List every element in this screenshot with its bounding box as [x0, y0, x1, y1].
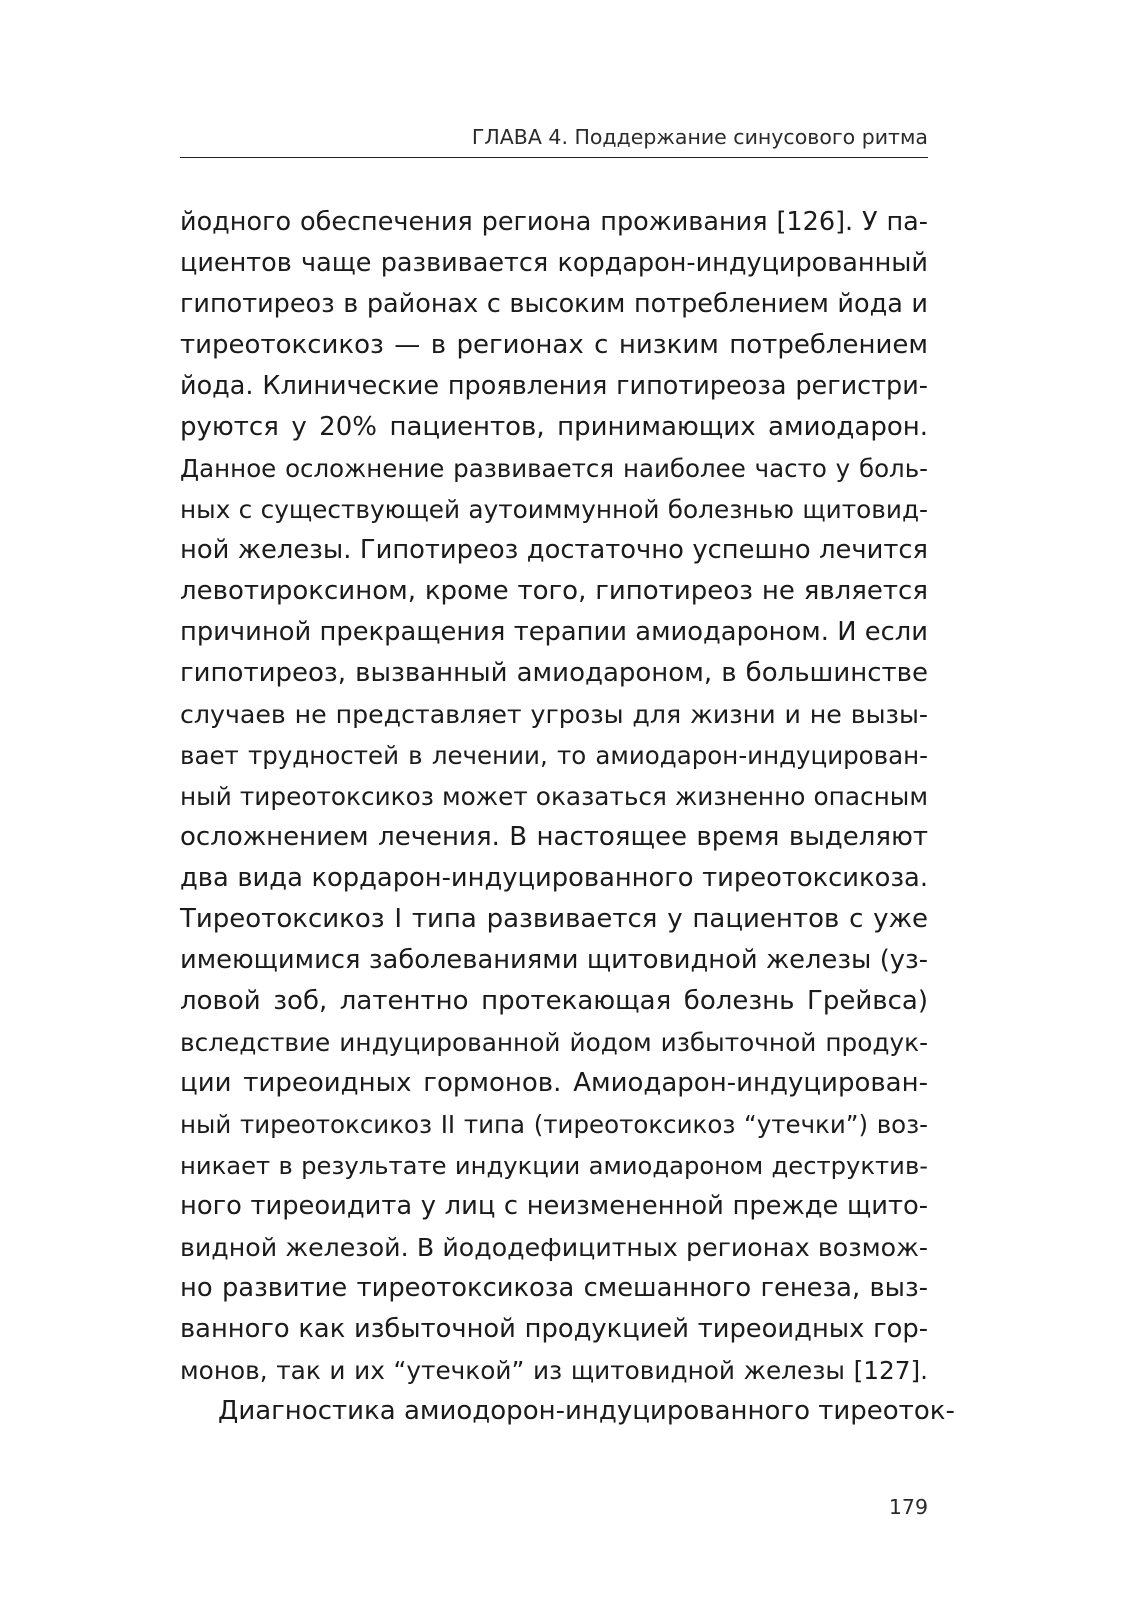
text-line: ный тиреотоксикоз II типа (тиреотоксикоз “утечки”) воз-: [180, 1110, 928, 1139]
text-line: ванного как избыточной продукцией тиреоидных гор-: [180, 1314, 928, 1344]
text-line: вследствие индуцированной йодом избыточной продук-: [180, 1028, 928, 1057]
text-line: руются у 20% пациентов, принимающих амиодарон.: [180, 412, 928, 442]
header-rule: [180, 157, 928, 158]
text-line: ной железы. Гипотиреоз достаточно успешно лечится: [180, 535, 928, 565]
text-line: два вида кордарон-индуцированного тиреотоксикоза.: [180, 863, 928, 893]
text-line: йода. Клинические проявления гипотиреоза регистри-: [180, 371, 928, 401]
text-line-paragraph-start: Диагностика амиодорон-индуцированного тиреоток-: [218, 1396, 955, 1426]
text-line: тиреотоксикоз — в регионах с низким потреблением: [180, 330, 928, 360]
body-text: [180, 202, 955, 1432]
text-line: левотироксином, кроме того, гипотиреоз не является: [180, 576, 928, 606]
text-line: но развитие тиреотоксикоза смешанного генеза, выз-: [180, 1273, 928, 1303]
text-line: Тиреотоксикоз I типа развивается у пациентов с уже: [180, 904, 928, 934]
text-line: имеющимися заболеваниями щитовидной железы (уз-: [180, 945, 928, 975]
text-line: вает трудностей в лечении, то амиодарон-индуцирован-: [180, 741, 928, 770]
text-line: ный тиреотоксикоз может оказаться жизненно опасным: [180, 782, 928, 811]
text-line: йодного обеспечения региона проживания [126]. У па-: [180, 207, 928, 237]
text-line: монов, так и их “утечкой” из щитовидной железы [127].: [180, 1356, 928, 1385]
page-number: 179: [888, 1495, 928, 1519]
text-line: причиной прекращения терапии амиодароном. И если: [180, 617, 928, 647]
text-line: ловой зоб, латентно протекающая болезнь Грейвса): [180, 986, 928, 1016]
text-line: ции тиреоидных гормонов. Амиодарон-индуцирован-: [180, 1068, 928, 1098]
text-line: никает в результате индукции амиодароном деструктив-: [180, 1151, 928, 1180]
text-line: случаев не представляет угрозы для жизни и не вызы-: [180, 700, 928, 729]
text-line: ных с существующей аутоиммунной болезнью щитовид-: [180, 495, 928, 524]
text-line: осложнением лечения. В настоящее время выделяют: [180, 822, 928, 852]
text-line: ного тиреоидита у лиц с неизмененной прежде щито-: [180, 1191, 928, 1221]
text-line: циентов чаще развивается кордарон-индуцированный: [180, 248, 928, 278]
text-line: гипотиреоз, вызванный амиодароном, в большинстве: [180, 658, 928, 688]
text-line: Данное осложнение развивается наиболее часто у боль-: [180, 454, 928, 483]
text-line: видной железой. В йододефицитных регионах возмож-: [180, 1233, 928, 1262]
text-line: гипотиреоз в районах с высоким потреблением йода и: [180, 289, 928, 319]
running-head: ГЛАВА 4. Поддержание синусового ритма: [471, 125, 928, 149]
